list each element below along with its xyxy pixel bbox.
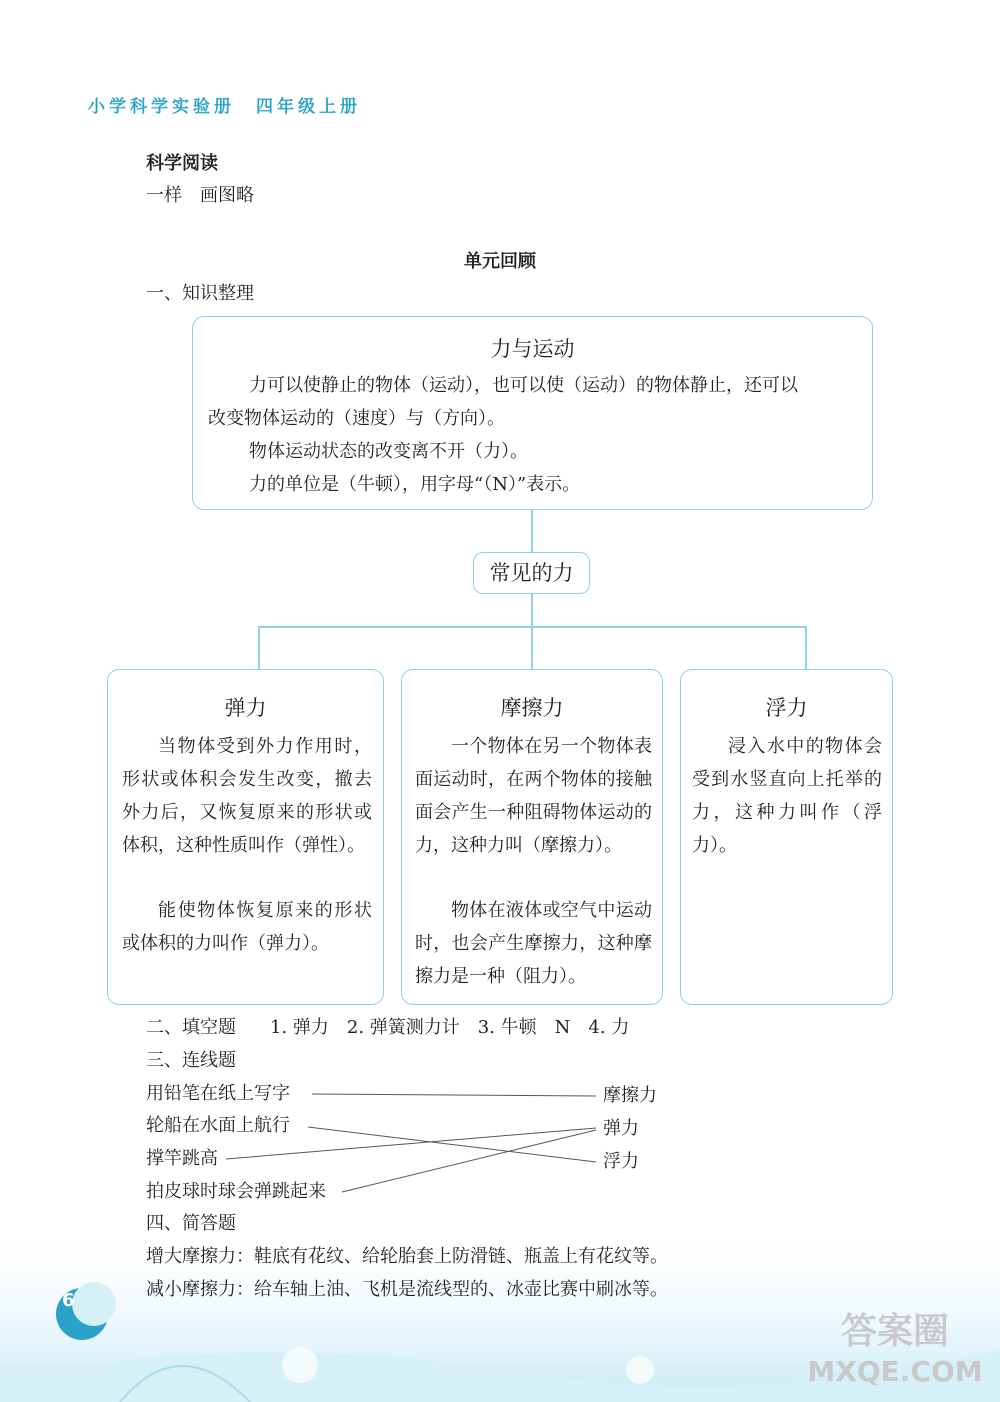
elastic-text2: 能使物体恢复原来的形状或体积的力叫作（弹力）。	[122, 900, 372, 954]
elastic-title: 弹力	[224, 696, 267, 720]
match-line	[308, 1127, 596, 1162]
match-left-item: 轮船在水面上航行	[146, 1115, 290, 1136]
book-header: 小学科学实验册 四年级上册	[88, 97, 361, 117]
short-answer-decrease: 减小摩擦力：给车轴上油、飞机是流线型的、冰壶比赛中刷冰等。	[146, 1279, 668, 1300]
match-left-item: 用铅笔在纸上写字	[146, 1083, 290, 1104]
short-answer-increase: 增大摩擦力：鞋底有花纹、给轮胎套上防滑链、瓶盖上有花纹等。	[146, 1246, 668, 1267]
buoyancy-text: 浸入水中的物体会受到水竖直向上托举的力，这种力叫作（浮力）。	[692, 736, 882, 856]
watermark-top: 答案圈	[840, 1311, 949, 1352]
force-motion-p3: 力的单位是（牛顿），用字母“（N）”表示。	[249, 474, 581, 495]
match-left-item: 拍皮球时球会弹跳起来	[146, 1181, 326, 1202]
reading-answer: 一样 画图略	[146, 185, 254, 206]
section-knowledge: 一、知识整理	[146, 283, 254, 304]
fill-label: 二、填空题	[146, 1017, 236, 1038]
common-forces-node: 常见的力	[473, 552, 590, 594]
match-right-item: 弹力	[603, 1118, 639, 1139]
buoyancy-title: 浮力	[765, 696, 808, 720]
watermark-bottom: MXQE.COM	[807, 1355, 983, 1388]
review-heading: 单元回顾	[464, 251, 536, 272]
page-number: 6	[62, 1290, 75, 1311]
fill-answers: 1. 弹力 2. 弹簧测力计 3. 牛顿 N 4. 力	[270, 1017, 630, 1038]
match-label: 三、连线题	[146, 1050, 236, 1071]
match-line	[312, 1094, 596, 1096]
friction-text2: 物体在液体或空气中运动时，也会产生摩擦力，这种摩擦力是一种（阻力）。	[415, 900, 652, 987]
match-left-item: 撑竿跳高	[146, 1148, 218, 1169]
match-right-item: 浮力	[603, 1151, 639, 1172]
watermark	[800, 1310, 990, 1398]
match-line	[342, 1130, 596, 1192]
force-motion-title: 力与运动	[490, 337, 575, 361]
reading-heading: 科学阅读	[146, 153, 218, 174]
friction-text: 一个物体在另一个物体表面运动时，在两个物体的接触面会产生一种阻碍物体运动的力，这种力叫（摩擦力）。	[415, 736, 652, 856]
friction-title: 摩擦力	[500, 696, 564, 720]
short-label: 四、简答题	[146, 1213, 236, 1234]
match-right-item: 摩擦力	[603, 1085, 657, 1106]
force-motion-p2: 物体运动状态的改变离不开（力）。	[249, 441, 528, 462]
elastic-text: 当物体受到外力作用时，形状或体积会发生改变，撤去外力后，又恢复原来的形状或体积，这种性质叫作（弹性）。	[122, 736, 372, 856]
force-motion-p1-line2: 改变物体运动的（速度）与（方向）。	[208, 408, 505, 429]
force-motion-p1-line1: 力可以使静止的物体（运动），也可以使（运动）的物体静止，还可以	[249, 375, 798, 396]
